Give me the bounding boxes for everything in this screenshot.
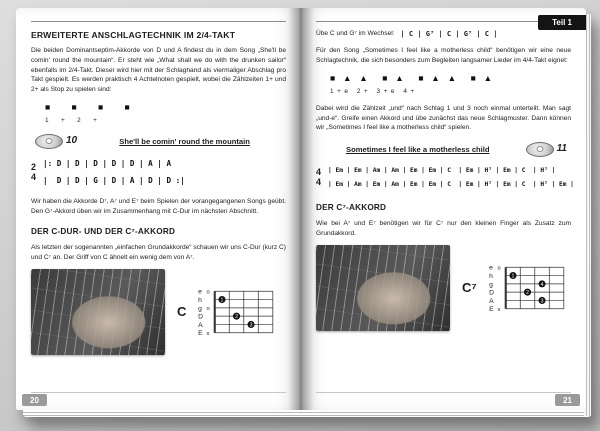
section-paragraph: Als letzten der sogenannten „einfachen Grundakkorde“ schauen wir uns C-Dur (kurz C) und C⁷ an. Der Griff von C ähnelt ein wenig dem von A⁷.	[31, 244, 286, 261]
review-paragraph: Wir haben die Akkorde D⁷, A⁷ und E⁷ beim Spielen der vorangegangenen Songs geübt. Den G⁷-Akkord üben wir im Zusammenhang mit C-Dur im nächsten Abschnitt.	[31, 198, 286, 215]
time-signature-bottom: 4	[316, 176, 322, 187]
cd-track-icon	[526, 142, 567, 157]
svg-text:x: x	[497, 307, 501, 314]
svg-text:3: 3	[540, 298, 544, 305]
svg-text:2: 2	[235, 314, 239, 321]
svg-text:A: A	[198, 322, 204, 330]
page-left	[16, 8, 301, 410]
book-spread	[16, 8, 586, 410]
photo-c-chord-hand	[31, 269, 165, 355]
photo-c7-chord-hand	[316, 245, 450, 331]
cd-disc-icon	[526, 142, 554, 157]
svg-text:g: g	[488, 281, 493, 289]
svg-text:3: 3	[249, 322, 253, 329]
chord-diagram-c7	[484, 260, 570, 316]
strum-counting: 1 + e 2 + 3 + e 4 +	[330, 87, 415, 95]
strum-symbols: ■ ■ ■ ■	[45, 102, 131, 113]
explanation-paragraph: Dabei wird die Zählzeit „und“ nach Schlag 1 und 3 noch einmal unterteilt. Man sagt „und-e“. Greife einen Akkord und übe zunächst das neue Schlagmuster. Dann können wir „Sometimes I feel like a motherless child“ spielen.	[316, 104, 571, 132]
svg-text:o: o	[497, 265, 501, 272]
chord-diagram-block	[177, 284, 279, 340]
time-signature	[31, 163, 36, 182]
svg-text:E: E	[198, 330, 204, 338]
strum-pattern-24	[31, 101, 286, 125]
chord-name-label: C	[177, 303, 187, 319]
chord-diagram-c	[193, 284, 279, 340]
chord-chart-line: |: D | D | D | D | D | A | A	[43, 158, 172, 168]
strum-counting: 1 + 2 +	[45, 116, 97, 124]
exercise-label: Übe C und G⁷ im Wechsel:	[316, 30, 395, 38]
strum-pattern-44	[316, 72, 571, 96]
intro-paragraph: Die beiden Dominantseptim-Akkorde von D und A findest du in dem Song „She'll be comin' round the mountain“. Er steht wie „What shall we do with the drunken sailor“ ebenfalls im 2/4-Takt. Dieser wird hier mit der Schlaghand als viermaliger Abschlag pro Takt gespielt. Es werden praktisch 4 Achtelnoten gespielt, wobei die Zählzeiten 1+ und 2+ als Stop zu spielen sind:	[31, 47, 286, 93]
intro-paragraph: Für den Song „Sometimes I feel like a motherless child“ benötigen wir eine neue Schlagtechnik, die sich besonders zum Begleiten langsamer Lieder im 4/4-Takt eignet:	[316, 47, 571, 64]
song-title-row	[320, 142, 567, 157]
svg-text:h: h	[488, 273, 493, 281]
time-signature	[316, 168, 321, 187]
svg-text:1: 1	[511, 273, 515, 280]
page-number-right: 21	[555, 394, 580, 406]
svg-text:4: 4	[540, 281, 544, 288]
svg-text:D: D	[198, 314, 204, 322]
time-signature-top: 4	[316, 167, 322, 178]
svg-text:o: o	[206, 290, 211, 297]
cd-track-icon	[35, 134, 77, 149]
svg-text:x: x	[206, 331, 210, 338]
page-number-left: 20	[22, 394, 47, 406]
svg-text:2: 2	[525, 290, 529, 297]
chord-chart-line: | D | D | G | D | A | D | D :|	[43, 175, 185, 185]
section-heading: DER C⁷-AKKORD	[316, 203, 387, 213]
chord-chart-line: | Em | Am | Em | Am | Em | Em | C | Em | H⁷ | Em | C | H⁷ | Em |	[328, 180, 574, 188]
song-title: She'll be comin' round the mountain	[119, 136, 250, 146]
cd-track-number: 10	[66, 135, 78, 147]
time-signature-top: 2	[31, 162, 37, 173]
svg-text:1: 1	[220, 297, 224, 304]
time-signature-bottom: 4	[31, 171, 37, 182]
exercise-chart: | C | G⁷ | C | G⁷ | C |	[400, 30, 498, 38]
footer-rule-right	[316, 392, 571, 393]
chord-chart-line: | Em | Em | Am | Am | Em | Em | C | Em | H⁷ | Em | C | H⁷ |	[328, 166, 556, 174]
cd-disc-icon	[35, 134, 63, 149]
section-heading: DER C-DUR- UND DER C⁷-AKKORD	[31, 227, 176, 237]
chord-diagram-block	[462, 260, 570, 316]
song-title: Sometimes I feel like a motherless child	[346, 144, 490, 154]
svg-text:D: D	[488, 289, 494, 297]
svg-text:e: e	[198, 289, 203, 297]
svg-text:A: A	[488, 298, 494, 306]
chord-chart	[31, 156, 286, 189]
top-rule-left	[31, 21, 286, 22]
chord-name-label: C⁷	[462, 279, 477, 295]
svg-text:h: h	[198, 297, 203, 305]
song-title-row	[35, 134, 282, 149]
chord-media-row	[31, 269, 286, 355]
top-rule-right	[316, 21, 571, 22]
footer-rule-left	[31, 392, 286, 393]
section-paragraph: Wie bei A⁷ und E⁷ benötigen wir für C⁷ nur den kleinen Finger als Zusatz zum Grundakkord.	[316, 220, 571, 237]
chord-media-row	[316, 245, 571, 331]
strum-symbols: ■ ▲ ▲ ■ ▲ ■ ▲ ▲ ■ ▲	[330, 73, 494, 84]
cd-track-number: 11	[556, 142, 567, 154]
svg-text:E: E	[488, 306, 494, 314]
svg-text:g: g	[198, 305, 203, 313]
page-right	[301, 8, 586, 410]
svg-text:o: o	[206, 306, 211, 313]
chord-chart	[316, 164, 574, 193]
page-heading: ERWEITERTE ANSCHLAGTECHNIK IM 2/4-TAKT	[31, 30, 236, 40]
svg-text:e: e	[488, 264, 493, 272]
exercise-line	[316, 29, 571, 39]
chapter-tab: Teil 1	[538, 15, 586, 30]
